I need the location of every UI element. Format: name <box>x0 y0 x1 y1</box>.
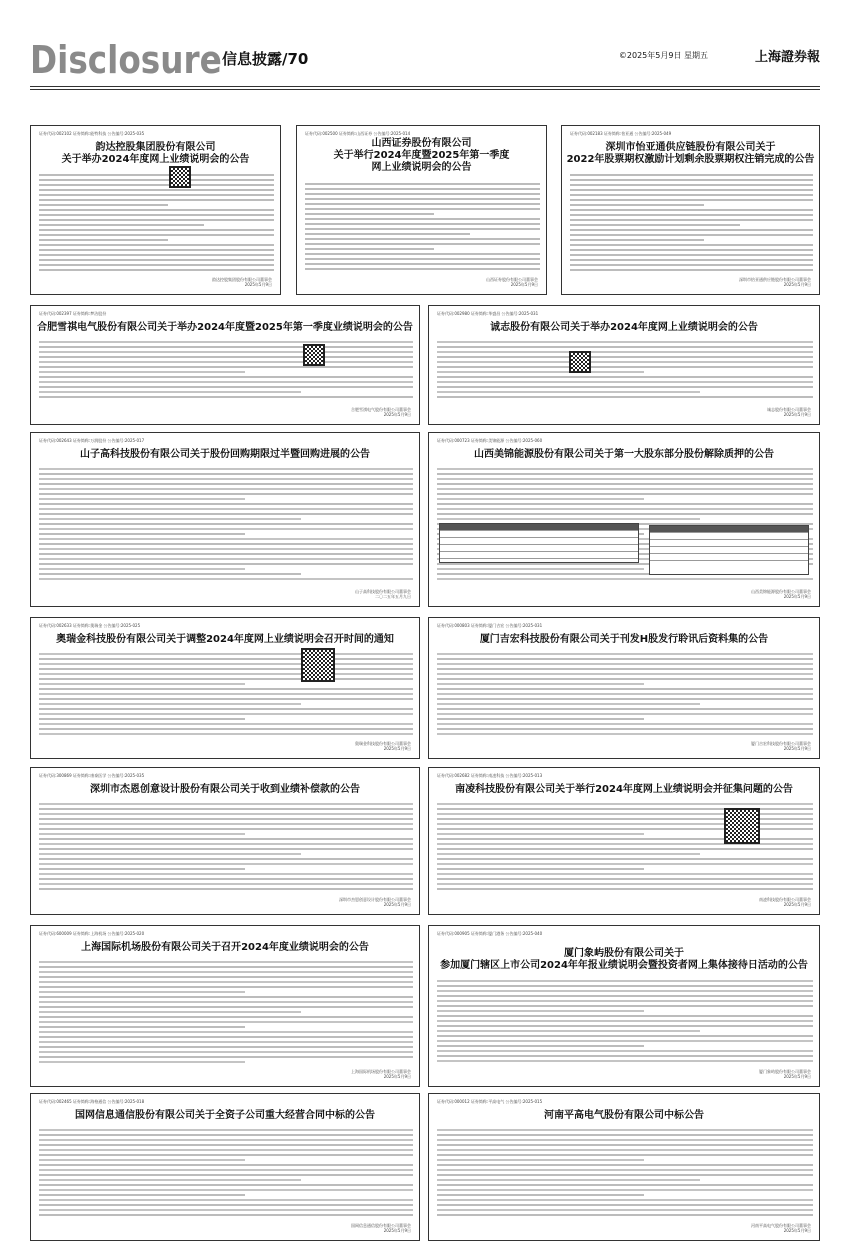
board-signature: 山西证券股份有限公司董事会 2025年5月9日 <box>486 276 538 288</box>
pledge-table <box>649 525 809 575</box>
stock-code-line: 证券代码:002682 证券简称:南凌科技 公告编号:2025-013 <box>437 773 543 778</box>
qr-code-icon <box>301 648 335 682</box>
notice-card <box>428 617 820 759</box>
board-signature: 诚志股份有限公司董事会 2025年5月9日 <box>767 406 811 418</box>
notice-card <box>30 767 420 915</box>
notice-title: 山子高科技股份有限公司关于股份回购期限过半暨回购进展的公告 <box>80 449 370 460</box>
notice-card <box>30 125 281 295</box>
notice-title: 河南平高电气股份有限公司中标公告 <box>544 1110 704 1121</box>
notice-body-text <box>39 961 413 1066</box>
stock-code-line: 证券代码:000803 证券简称:厦门吉宏 公告编号:2025-031 <box>437 623 543 628</box>
notice-title: 山西证券股份有限公司 关于举行2024年度暨2025年第一季度 网上业绩说明会的公告 <box>333 138 510 173</box>
stock-code-line: 证券代码:002643 证券简称:万润股份 公告编号:2025-017 <box>39 438 145 443</box>
board-signature: 山西美锦能源股份有限公司董事会 2025年5月9日 <box>751 588 811 600</box>
notice-title: 山西美锦能源股份有限公司关于第一大股东部分股份解除质押的公告 <box>474 449 774 460</box>
board-signature: 河南平高电气股份有限公司董事会 2025年5月9日 <box>751 1222 811 1234</box>
notice-title: 厦门吉宏科技股份有限公司关于刊发H股发行聆讯后资料集的公告 <box>479 634 769 645</box>
board-signature: 韵达控股集团股份有限公司董事会 2025年5月9日 <box>212 276 272 288</box>
notice-title: 厦门象屿股份有限公司关于 参加厦门辖区上市公司2024年年报业绩说明会暨投资者网上集体接待日活动的公告 <box>440 948 808 971</box>
notice-card <box>30 925 420 1087</box>
newspaper-name: 上海證券報 <box>754 50 820 65</box>
notice-card <box>30 305 420 425</box>
notice-title: 国网信息通信股份有限公司关于全资子公司重大经营合同中标的公告 <box>75 1110 375 1121</box>
stock-code-line: 证券代码:002465 证券简称:海格通信 公告编号:2025-018 <box>39 1099 145 1104</box>
board-signature: 国网信息通信股份有限公司董事会 2025年5月9日 <box>351 1222 411 1234</box>
qr-code-icon <box>303 344 325 366</box>
stock-code-line: 证券代码:002980 证券简称:华盛昌 公告编号:2025-031 <box>437 311 539 316</box>
notice-title: 深圳市杰恩创意设计股份有限公司关于收到业绩补偿款的公告 <box>90 784 360 795</box>
stock-code-line: 证券代码:002183 证券简称:怡亚通 公告编号:2025-049 <box>570 131 672 136</box>
qr-code-icon <box>169 166 191 188</box>
notice-body-text <box>39 653 413 738</box>
stock-code-line: 证券代码:002633 证券简称:奥瑞金 公告编号:2025-025 <box>39 623 141 628</box>
qr-code-icon <box>724 808 760 844</box>
board-signature: 奥瑞金科技股份有限公司董事会 2025年5月9日 <box>355 740 411 752</box>
notice-title: 诚志股份有限公司关于举办2024年度网上业绩说明会的公告 <box>490 322 758 333</box>
notice-body-text <box>437 653 813 738</box>
notice-body-text <box>39 468 413 583</box>
notice-title: 上海国际机场股份有限公司关于召开2024年度业绩说明会的公告 <box>81 942 369 953</box>
notice-title: 合肥雪祺电气股份有限公司关于举办2024年度暨2025年第一季度业绩说明会的公告 <box>37 322 413 333</box>
qr-code-icon <box>569 351 591 373</box>
notice-card <box>428 767 820 915</box>
stock-code-line: 证券代码:600009 证券简称:上海机场 公告编号:2025-020 <box>39 931 145 936</box>
header-rule-2 <box>30 89 820 90</box>
notice-body-text <box>39 341 413 401</box>
notice-body-text <box>305 183 540 273</box>
stock-code-line: 证券代码:002500 证券简称:山西证券 公告编号:2025-014 <box>305 131 411 136</box>
notice-card <box>30 617 420 759</box>
notice-title: 深圳市怡亚通供应链股份有限公司关于 2022年股票期权激励计划剩余股票期权注销完成的公告 <box>566 142 815 165</box>
notice-card <box>428 1093 820 1241</box>
notice-card <box>428 432 820 607</box>
stock-code-line: 证券代码:000905 证券简称:厦门港务 公告编号:2025-040 <box>437 931 543 936</box>
notice-card <box>30 432 420 607</box>
notice-body-text <box>39 803 413 893</box>
notice-body-text <box>437 1129 813 1219</box>
board-signature: 上海国际机场股份有限公司董事会 2025年5月9日 <box>351 1068 411 1080</box>
board-signature: 南凌科技股份有限公司董事会 2025年5月9日 <box>759 896 811 908</box>
stock-code-line: 证券代码:002102 证券简称:能特科技 公告编号:2025-035 <box>39 131 145 136</box>
notice-card <box>30 1093 420 1241</box>
board-signature: 厦门象屿股份有限公司董事会 2025年5月9日 <box>759 1068 811 1080</box>
notice-card <box>296 125 547 295</box>
notice-title: 韵达控股集团股份有限公司 关于举办2024年度网上业绩说明会的公告 <box>61 142 250 165</box>
section-title: 信息披露/70 <box>222 50 309 68</box>
masthead <box>30 38 820 82</box>
stock-code-line: 证券代码:300869 证券简称:康泰医学 公告编号:2025-035 <box>39 773 145 778</box>
notice-body-text <box>437 341 813 401</box>
stock-code-line: 证券代码:000723 证券简称:美锦能源 公告编号:2025-060 <box>437 438 543 443</box>
notice-title: 南凌科技股份有限公司关于举行2024年度网上业绩说明会并征集问题的公告 <box>455 784 793 795</box>
board-signature: 深圳市怡亚通供应链股份有限公司董事会 2025年5月9日 <box>739 276 811 288</box>
notice-title: 奥瑞金科技股份有限公司关于调整2024年度网上业绩说明会召开时间的通知 <box>56 634 394 645</box>
notice-body-text <box>570 174 813 274</box>
notice-card <box>561 125 820 295</box>
board-signature: 厦门吉宏科技股份有限公司董事会 2025年5月9日 <box>751 740 811 752</box>
issue-date: ©2025年5月9日 星期五 <box>618 51 708 60</box>
disclosure-logo: Disclosure <box>30 38 222 82</box>
board-signature: 山子高科技股份有限公司董事会 二〇二五年五月九日 <box>355 588 411 600</box>
board-signature: 合肥雪祺电气股份有限公司董事会 2025年5月9日 <box>351 406 411 418</box>
header-rule <box>30 86 820 87</box>
notice-card <box>428 305 820 425</box>
notice-body-text <box>437 980 813 1065</box>
notice-body-text <box>39 1129 413 1219</box>
stock-code-line: 证券代码:000012 证券简称:平高电气 公告编号:2025-015 <box>437 1099 543 1104</box>
pledge-table <box>439 523 639 563</box>
stock-code-line: 证券代码:002397 证券简称:梦洁股份 <box>39 311 107 316</box>
board-signature: 深圳市杰恩创意设计股份有限公司董事会 2025年5月9日 <box>339 896 411 908</box>
notice-body-text <box>39 174 274 274</box>
notice-card <box>428 925 820 1087</box>
